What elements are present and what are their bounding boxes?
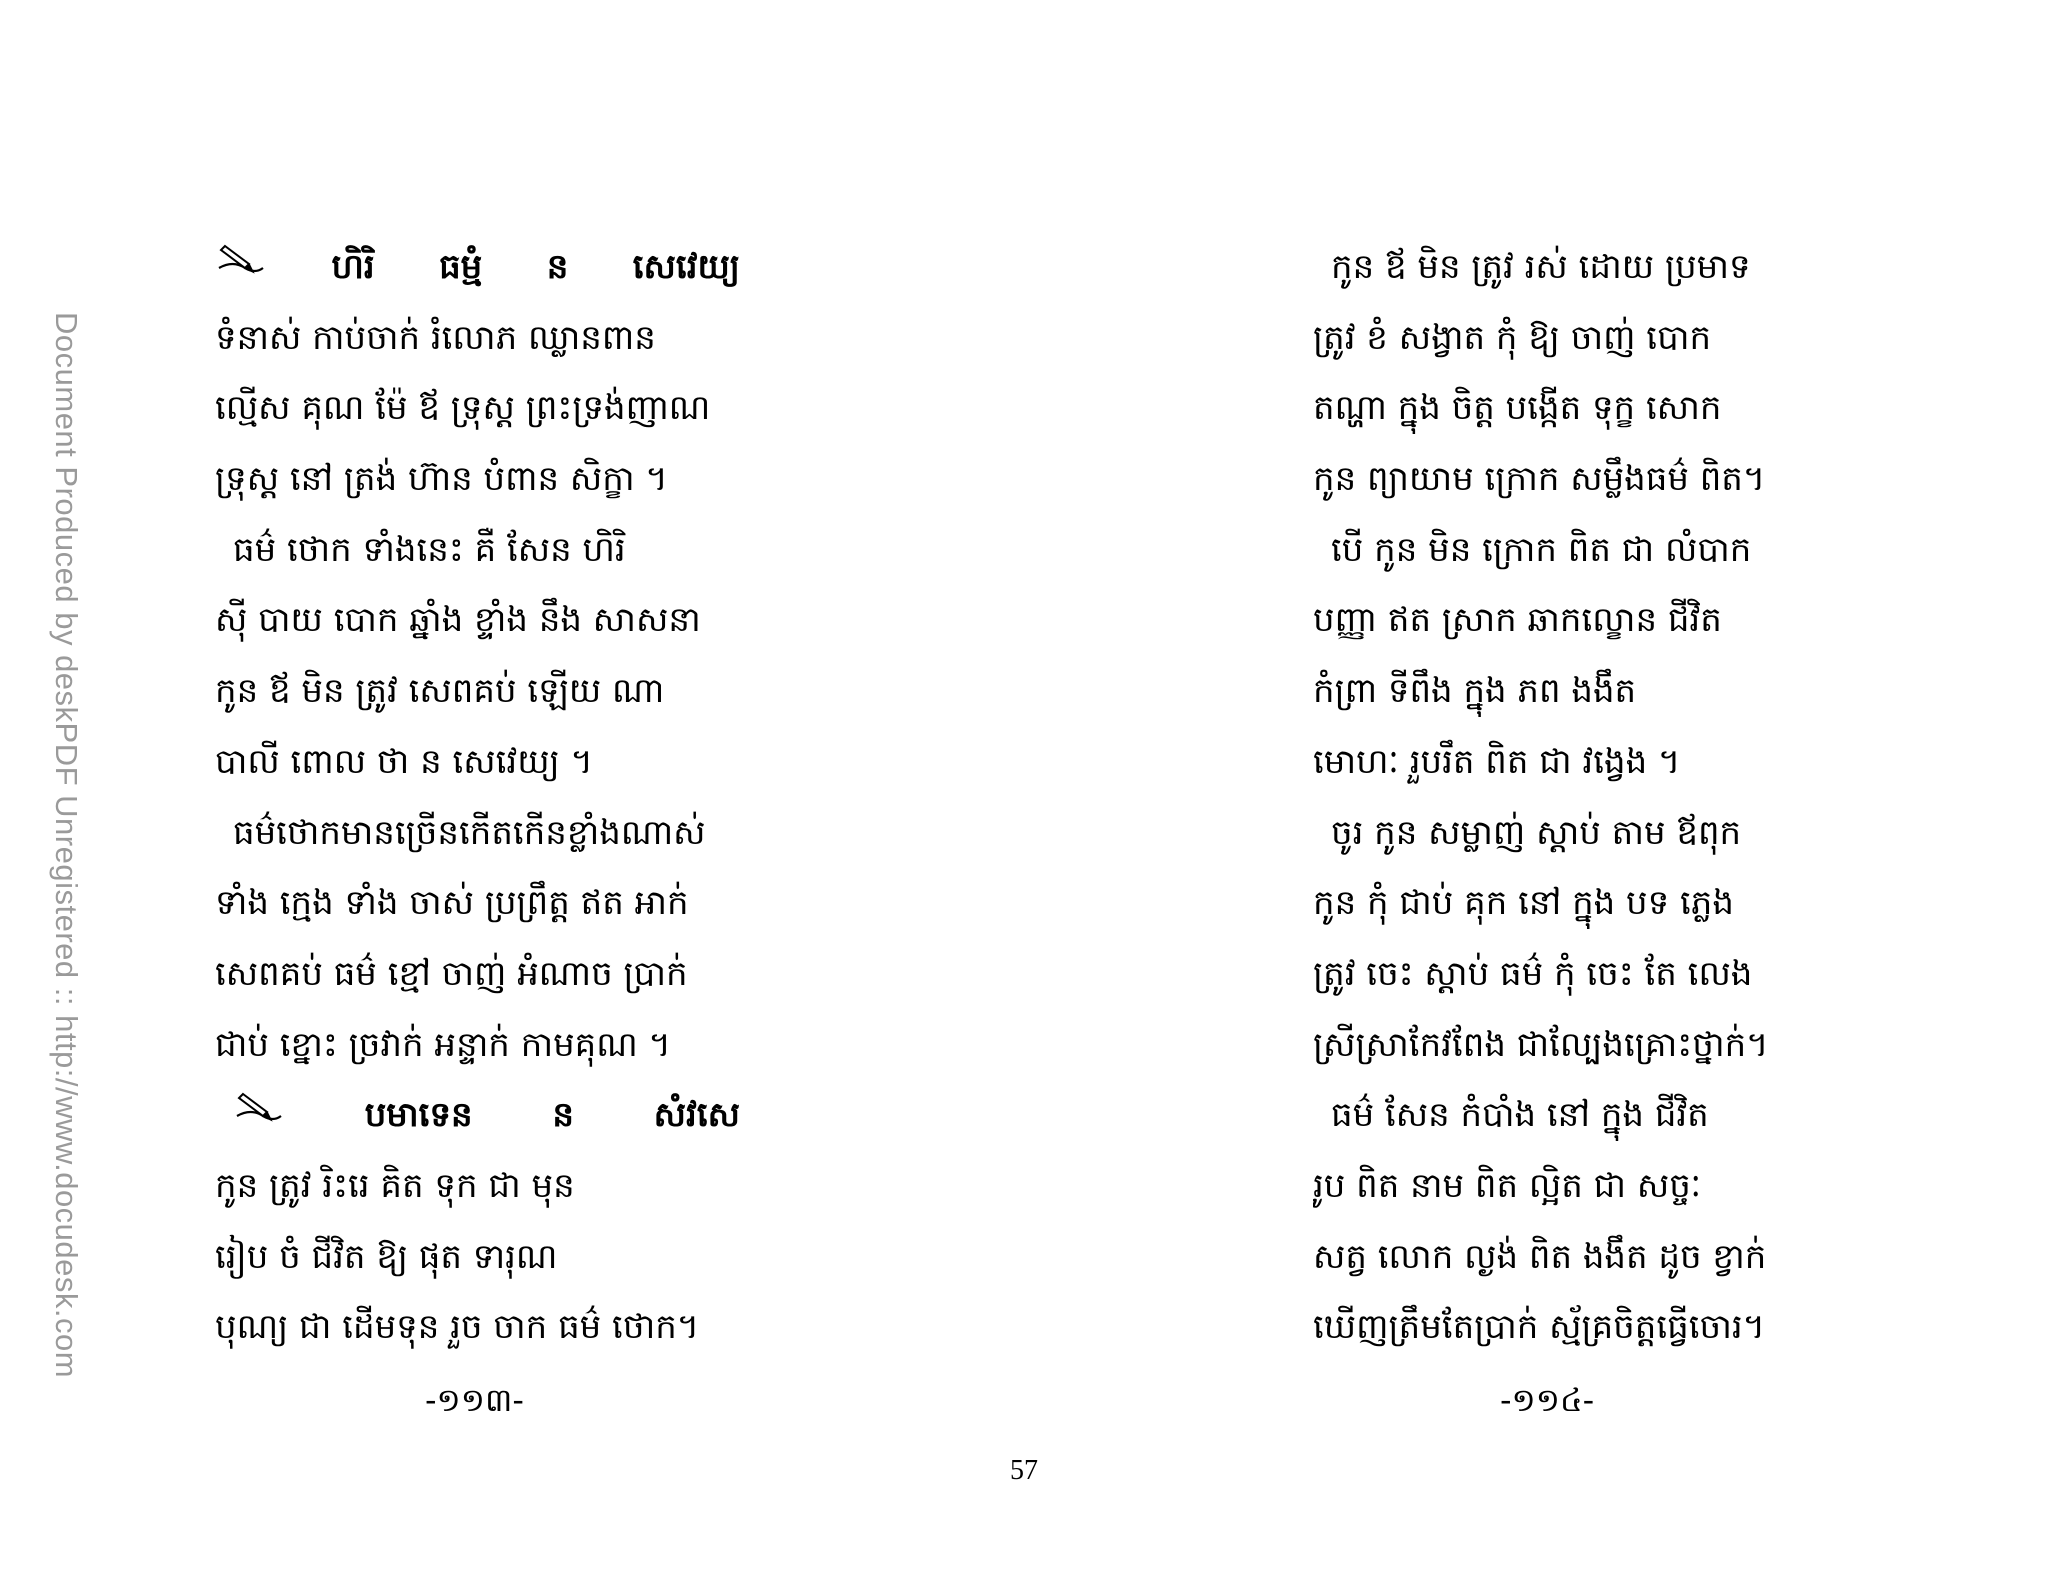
verse-line: ល្មើស គុណ ម៉ែ ឪ ទ្រុស្ត ព្រះទ្រង់ញាណ [215,388,711,429]
verse-line: ទំនាស់ កាប់ចាក់ រំលោភ ឈ្លានពាន [215,317,656,358]
verse-line: ត្រូវ ខំ សង្វាត កុំ ឱ្យ ចាញ់ បោក [1313,317,1712,358]
heading-word: សេវេយ្យ [632,247,740,287]
verse-line: ធម៌ ថោក ទាំងនេះ គឺ សែន ហិរិ [233,529,626,570]
verse-line: រៀប ចំ ជីវិត ឱ្យ ផុត ទារុណ [215,1236,558,1277]
verse-line: សត្វ លោក ល្ងង់ ពិត ងងឹត ដូច ខ្វាក់ [1313,1236,1767,1277]
verse-line: បញ្ញា ឥត ស្រាក ឆាកល្ខោន ជីវិត [1313,600,1722,641]
right-page-column [1313,232,1793,1363]
verse-line: មោហៈ រួបរឹត ពិត ជា វង្វេង ។ [1313,741,1681,782]
sheet-page-number: 57 [1010,1455,1038,1486]
verse-line: ស្រីស្រាកែវពែង ជាល្បែងគ្រោះថ្នាក់។ [1313,1024,1769,1065]
verse-line: បើ កូន មិន ក្រោក ពិត ជា លំបាក [1331,529,1752,570]
verse-line: ធម៌ថោកមានច្រើនកើតកើនខ្លាំងណាស់ [233,812,706,853]
verse-line: សេពគប់ ធម៌ ខ្មៅ ចាញ់ អំណាច ប្រាក់ [215,953,688,994]
verse-line: កូន កុំ ជាប់ គុក នៅ ក្នុង បទ ភ្លេង [1313,883,1734,924]
verse-line: ទាំង ក្មេង ទាំង ចាស់ ប្រព្រឹត្ត ឥត អាក់ [215,883,689,924]
verse-line: ធម៌ សែន កំបាំង នៅ ក្នុង ជីវិត [1331,1095,1709,1136]
verse-line: ស៊ី បាយ បោក ឆ្នាំង ខ្ទាំង នឹង សាសនា [215,600,701,641]
pen-writing-icon [233,1080,285,1151]
verse-line: បុណ្យ ជា ដើមទុន រួច ចាក ធម៌ ថោក។ [215,1307,700,1348]
heading-word: ធម្មំ [439,247,483,287]
verse-line: កូន ឪ មិន ត្រូវ រស់ ដោយ ប្រមាទ [1331,247,1751,287]
heading-word: ន [552,1095,574,1136]
verse-line: រូប ពិត នាម ពិត ល្អិត ជា សច្ចៈ [1313,1165,1702,1206]
heading-word: ន [546,247,569,287]
heading-word: បមាទេន [364,1095,473,1136]
pen-writing-icon [215,232,267,303]
heading-hiri [215,232,740,303]
heading-pamadena [215,1080,740,1151]
verse-line: ឃើញត្រឹមតែប្រាក់ ស្ម័គ្រចិត្តធ្វើចោរ។ [1313,1307,1766,1348]
left-page-number: -១១៣- [425,1381,524,1419]
heading-word: ហិរិ [331,247,375,287]
verse-line: កូន ឪ មិន ត្រូវ សេពគប់ ឡើយ ណា [215,671,665,712]
heading-word: សំវសេ [653,1095,740,1136]
verse-line: បាលី ពោល ថា ន សេវេយ្យ ។ [215,741,593,782]
verse-line: កូន ត្រូវ រិះរេ គិត ទុក ជា មុន [215,1165,575,1206]
verse-line: ត្រូវ ចេះ ស្តាប់ ធម៌ កុំ ចេះ តែ លេង [1313,953,1753,994]
verse-line: កំព្រា ទីពឹង ក្នុង ភព ងងឹត [1313,671,1637,712]
left-page-column [215,232,740,1363]
verse-line: តណ្ហា ក្នុង ចិត្ត បង្កើត ទុក្ខ សោក [1313,388,1722,429]
verse-line: ទ្រុស្ត នៅ ត្រង់ ហ៊ាន បំពាន សិក្ខា ។ [215,459,668,500]
watermark-text: Document Produced by deskPDF Unregistered :: http://www.docudesk.com [49,312,84,1379]
verse-line: ចូរ កូន សម្លាញ់ ស្តាប់ តាម ឪពុក [1331,812,1742,853]
verse-line: ជាប់ ខ្នោះ ច្រវាក់ អន្ទាក់ កាមគុណ ។ [215,1024,671,1065]
right-page-number: -១១៤- [1500,1381,1595,1419]
verse-line: កូន ព្យាយាម ក្រោក សម្លឹងធម៌ ពិត។ [1313,459,1766,500]
